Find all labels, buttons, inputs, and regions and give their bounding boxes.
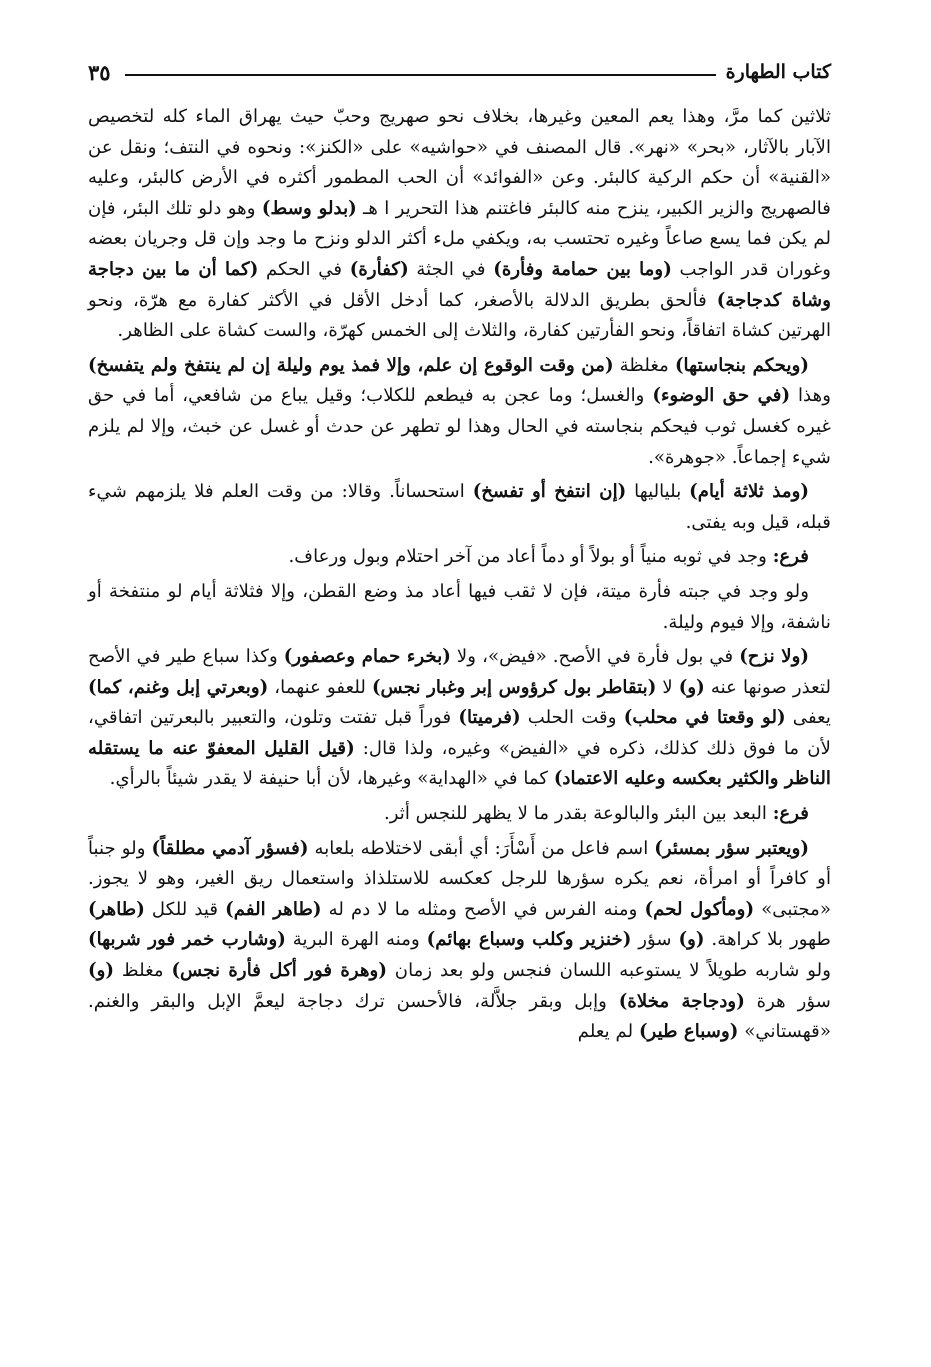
bold-matn-text: (قيل القليل المعفوّ عنه ما يستقله الناظر والكثير بعكسه وعليه الاعتماد) (88, 737, 831, 790)
page-header (88, 52, 831, 92)
commentary-text: كما في «الهداية» وغيرها، لأن أبا حنيفة لا يقدر شيئاً بالرأي. (109, 768, 554, 790)
bold-matn-text: (ودجاجة مخلاة) (618, 990, 745, 1012)
bold-matn-text: (في حق الوضوء) (652, 385, 791, 407)
commentary-text: للعفو عنهما، (268, 676, 372, 698)
bold-matn-text: (طاهر) (88, 898, 145, 920)
commentary-text: ومنه الفرس في الأصح ومثله ما لا دم له (321, 898, 645, 920)
paragraph (88, 477, 831, 538)
bold-matn-text: (خنزير وكلب وسباع بهائم) (426, 929, 632, 951)
bold-matn-text: (و) (678, 676, 705, 698)
commentary-text: ولو شاربه طويلاً لا يستوعبه اللسان فنجس ولو بعد زمان (386, 960, 831, 982)
commentary-text: قيد للكل (144, 898, 226, 920)
commentary-text: وكذا سباع طير في الأصح لتعذر صونها عنه (88, 646, 831, 698)
page-body (88, 102, 831, 1048)
commentary-text: يعفى (785, 707, 831, 729)
bold-matn-text: (ولا نزح) (739, 646, 809, 668)
commentary-text: في الحكم (258, 258, 350, 280)
bold-matn-text: (كفأرة) (349, 258, 409, 280)
commentary-text: ولو وجد في جبته فأرة ميتة، فإن لا ثقب فيها أعاد مذ وضع القطن، وإلا فثلاثة أيام لو منتفخة أو ناشفة، وإلا فيوم وليلة. (88, 580, 831, 633)
paragraph (88, 642, 831, 795)
paragraph (88, 102, 831, 347)
bold-matn-text: (طاهر الفم) (225, 898, 322, 920)
commentary-text: فوراً قبل تفتت وتلون، والتعبير بالبعرتين اتفاقي، لأن ما فوق ذلك كذلك، ذكره في «الفيض» وغيره، ولذا قال: (88, 707, 831, 759)
bold-matn-text: (وهرة فور أكل فأرة نجس) (171, 960, 387, 982)
commentary-text: وإبل وبقر جلاَّلة، فالأحسن ترك دجاجة ليعمَّ الإبل والبقر والغنم. «قهستاني» (88, 990, 831, 1043)
paragraph (88, 834, 831, 1048)
bold-matn-text: (وبعرتي إبل وغنم، كما) (88, 676, 269, 698)
bold-matn-text: (و) (678, 929, 705, 951)
commentary-text: البعد بين البئر والبالوعة بقدر ما لا يظهر للنجس أثر. (383, 803, 773, 825)
commentary-text: وهذا (790, 385, 831, 407)
bold-matn-text: (فسؤر آدمي مطلقاً) (151, 837, 309, 859)
commentary-text: وجد في ثوبه منياً أو بولاً أو دماً أعاد من آخر احتلام وبول ورعاف. (288, 546, 773, 568)
commentary-text: في بول فأرة في الأصح. «فيض»، ولا (450, 646, 740, 668)
commentary-text: وقت الحلب (520, 707, 624, 729)
commentary-text: بلياليها (626, 481, 690, 503)
paragraph (88, 577, 831, 638)
commentary-text: مغلظ (114, 960, 172, 982)
bold-matn-text: (كما أن ما بين دجاجة وشاة كدجاجة) (88, 258, 831, 311)
commentary-text: في الجثة (408, 258, 494, 280)
bold-matn-text: (وسباع طير) (638, 1021, 739, 1043)
commentary-text: ثلاثين كما مرَّ، وهذا يعم المعين وغيرها، بخلاف نحو صهريج وحبّ حيث يهراق الماء كله لتخصيص الآبار بالآثار، «بحر» «نهر». قال المصنف في «حواشيه» على «الكنز»: ونحوه في النتف؛ ونقل عن «القنية» أن حكم الركية كالبئر. وعن «الفوائد» أن الحب المطمور أكثره في الأرض كالبئر، وعليه فالصهريج والزير الكبير، ينزح منه كالبئر فاغتنم هذا التحرير ا هـ (88, 106, 831, 219)
bold-matn-text: (وما بين حمامة وفأرة) (493, 258, 672, 280)
bold-matn-text: (من وقت الوقوع إن علم، وإلا فمذ يوم وليلة إن لم ينتفخ ولم يتفسخ) (88, 354, 614, 376)
bold-matn-text: (ويعتبر سؤر بمسئر) (654, 837, 810, 859)
paragraph (88, 542, 831, 573)
commentary-text: سؤر (631, 929, 679, 951)
bold-matn-text: (و) (88, 960, 114, 982)
bold-matn-text: (ومأكول لحم) (644, 898, 755, 920)
commentary-text: لم يعلم (577, 1021, 639, 1043)
commentary-text: لا (656, 676, 679, 698)
bold-matn-text: فرع: (772, 546, 809, 568)
paragraph (88, 799, 831, 830)
bold-matn-text: (فرميتا) (458, 707, 521, 729)
paragraph (88, 351, 831, 473)
bold-matn-text: (وشارب خمر فور شربها) (88, 929, 286, 951)
bold-matn-text: (بتقاطر بول كرؤوس إبر وغبار نجس) (371, 676, 657, 698)
commentary-text: وهو دلو تلك البئر، فإن لم يكن فما يسع صاعاً وغيره تحتسب به، ويكفي ملء أكثر الدلو ونزح ما وجد وإن قل وجريان بعضه وغوران قدر الواجب (88, 197, 831, 280)
bold-matn-text: (إن انتفخ أو تفسخ) (472, 481, 627, 503)
commentary-text: اسم فاعل من أَسْأَرَ: أي أبقى لاختلاطه بلعابه (308, 837, 655, 859)
bold-matn-text: (ويحكم بنجاستها) (674, 354, 809, 376)
page-number: ٣٥ (88, 59, 111, 85)
commentary-text: ومنه الهرة البرية (285, 929, 427, 951)
commentary-text: طهور بلا كراهة. (704, 929, 831, 951)
bold-matn-text: (بدلو وسط) (261, 197, 357, 219)
commentary-text: فألحق بطريق الدلالة بالأصغر، كما أدخل الأقل في الأكثر كفارة مع هرّة، ونحو الهرتين كشاة اتفاقاً، ونحو الفأرتين كفارة، والثلاث إلى الخمس كهرّة، والست كشاة على الظاهر. (88, 289, 831, 342)
commentary-text: والغسل؛ وما عجن به فيطعم للكلاب؛ وقيل يباع من شافعي، أما في حق غيره كغسل ثوب فيحكم بنجاسته في الحال وهذا لو تطهر عن حدث أو غسل عن خبث، وإلا لم يلزم شيء إجماعاً. «جوهرة». (88, 385, 831, 468)
bold-matn-text: فرع: (772, 803, 809, 825)
bold-matn-text: (ومذ ثلاثة أيام) (689, 481, 809, 503)
commentary-text: ولو جنباً أو كافراً أو امرأة، نعم يكره سؤرها للرجل كعكسه للاستلذاذ واستعمال ريق الغير، وهو لا يجوز. «مجتبى» (88, 837, 831, 920)
commentary-text: استحساناً. وقالا: من وقت العلم فلا يلزمهم شيء قبله، قيل وبه يفتى. (88, 481, 831, 533)
commentary-text: مغلظة (613, 354, 675, 376)
book-title: كتاب الطهارة (725, 61, 831, 83)
bold-matn-text: (بخرء حمام وعصفور) (283, 646, 451, 668)
header-rule (125, 74, 716, 76)
commentary-text: سؤر هرة (744, 990, 831, 1012)
bold-matn-text: (لو وقعتا في محلب) (623, 707, 786, 729)
